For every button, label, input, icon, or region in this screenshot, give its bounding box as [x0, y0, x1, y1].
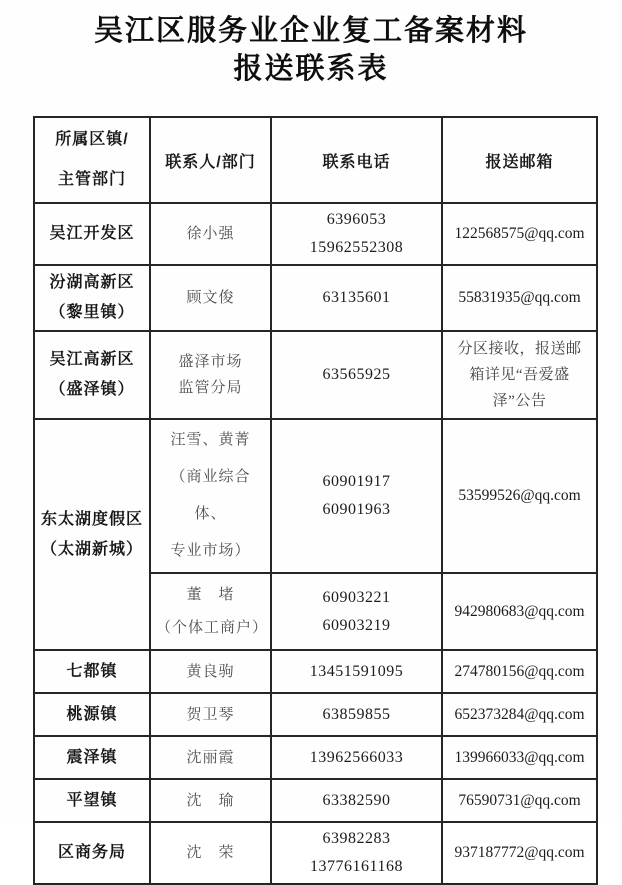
- contact-line: 专业市场）: [170, 543, 251, 559]
- cell-contact: 顾文俊: [150, 265, 271, 331]
- region-line: 汾湖高新区: [49, 274, 135, 291]
- col-header-region-line2: 主管部门: [57, 171, 126, 188]
- cell-phone: [271, 419, 442, 573]
- cell-region: [34, 265, 150, 331]
- cell-phone: 63565925: [271, 331, 442, 419]
- cell-contact: 徐小强: [150, 203, 271, 265]
- page-title: [0, 0, 622, 88]
- cell-phone: 63859855: [271, 693, 442, 736]
- col-header-region-line1: 所属区镇/: [55, 131, 129, 148]
- phone-line: 6396053: [326, 211, 387, 228]
- table-row: [34, 265, 597, 331]
- region-line: （太湖新城）: [40, 540, 143, 558]
- cell-contact: [150, 331, 271, 419]
- cell-region: 平望镇: [34, 779, 150, 822]
- cell-region: [34, 419, 150, 650]
- cell-phone: [271, 573, 442, 650]
- contact-line: 监管分局: [178, 380, 243, 396]
- region-line: 吴江高新区: [49, 351, 135, 368]
- cell-phone: 63135601: [271, 265, 442, 331]
- phone-line: 60901917: [322, 473, 391, 490]
- cell-email: 55831935@qq.com: [442, 265, 597, 331]
- contact-line: 董 堵: [186, 586, 235, 603]
- cell-contact: 沈 荣: [150, 822, 271, 884]
- cell-region: 震泽镇: [34, 736, 150, 779]
- title-line-1: 吴江区服务业企业复工备案材料: [93, 15, 528, 47]
- cell-region: 七都镇: [34, 650, 150, 693]
- cell-email: 53599526@qq.com: [442, 419, 597, 573]
- contact-line: （商业综合体、: [170, 469, 251, 522]
- cell-contact: [150, 419, 271, 573]
- cell-email: 274780156@qq.com: [442, 650, 597, 693]
- region-line: （黎里镇）: [49, 304, 135, 321]
- cell-phone: [271, 203, 442, 265]
- cell-contact: [150, 573, 271, 650]
- table-row: [34, 419, 597, 573]
- cell-contact: 贺卫琴: [150, 693, 271, 736]
- title-line-2: 报送联系表: [233, 53, 389, 85]
- col-header-phone: 联系电话: [271, 117, 442, 203]
- phone-line: 60903219: [322, 616, 391, 634]
- cell-email: 76590731@qq.com: [442, 779, 597, 822]
- cell-region: 桃源镇: [34, 693, 150, 736]
- table-row: [34, 736, 597, 779]
- contact-table: [33, 116, 598, 885]
- region-line: （盛泽镇）: [49, 381, 135, 398]
- contact-line: 汪雪、黄菁: [170, 432, 251, 448]
- phone-line: 60901963: [322, 501, 391, 518]
- phone-line: 60903221: [322, 588, 391, 606]
- cell-email: 937187772@qq.com: [442, 822, 597, 884]
- table-row: [34, 693, 597, 736]
- cell-phone: [271, 822, 442, 884]
- cell-email: 122568575@qq.com: [442, 203, 597, 265]
- col-header-email: 报送邮箱: [442, 117, 597, 203]
- cell-email: 942980683@qq.com: [442, 573, 597, 650]
- cell-email-note: 分区接收，报送邮箱详见“吾爱盛泽”公告: [442, 331, 597, 419]
- cell-contact: 沈 瑜: [150, 779, 271, 822]
- table-row: [34, 331, 597, 419]
- cell-email: 652373284@qq.com: [442, 693, 597, 736]
- contact-line: 盛泽市场: [178, 354, 243, 370]
- table-row: [34, 822, 597, 884]
- phone-line: 13776161168: [310, 858, 403, 875]
- cell-phone: 13451591095: [271, 650, 442, 693]
- cell-email: 139966033@qq.com: [442, 736, 597, 779]
- cell-phone: 13962566033: [271, 736, 442, 779]
- region-line: 东太湖度假区: [40, 510, 143, 528]
- phone-line: 15962552308: [309, 239, 404, 256]
- contact-line: （个体工商户）: [156, 619, 269, 636]
- cell-region: [34, 331, 150, 419]
- cell-region: 吴江开发区: [34, 203, 150, 265]
- cell-region: 区商务局: [34, 822, 150, 884]
- cell-contact: 黄良驹: [150, 650, 271, 693]
- table-header-row: [34, 117, 597, 203]
- cell-phone: 63382590: [271, 779, 442, 822]
- table-row: [34, 203, 597, 265]
- col-header-contact: 联系人/部门: [150, 117, 271, 203]
- table-row: [34, 650, 597, 693]
- phone-line: 63982283: [322, 830, 391, 847]
- table-row: [34, 779, 597, 822]
- col-header-region: [34, 117, 150, 203]
- cell-contact: 沈丽霞: [150, 736, 271, 779]
